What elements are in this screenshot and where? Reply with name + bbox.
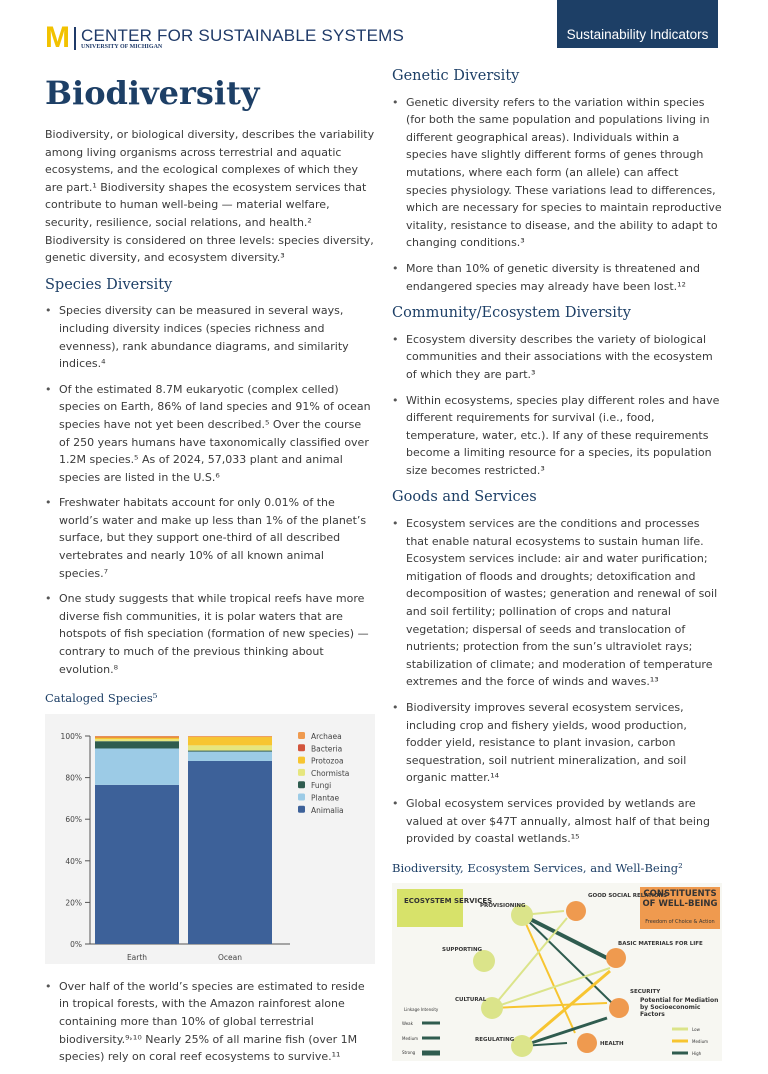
list-item: • Freshwater habitats account for only 0.01% of the world’s water and make up less than 1% of the planet’s surface, but they support one-third of all described vertebrates and nearly 10% of all known animal species.⁷ <box>45 494 375 582</box>
bar-bacteria-earth <box>95 736 179 737</box>
constituents-box: CONSTITUENTS OF WELL-BEING <box>642 889 718 909</box>
community-heading: Community/Ecosystem Diversity <box>392 305 722 323</box>
legend-label: Bacteria <box>311 744 342 753</box>
list-item: • Ecosystem diversity describes the variety of biological communities and their associations with the ecosystem of which they are part.³ <box>392 331 722 384</box>
m-logo-icon: M <box>45 24 70 52</box>
supporting-label: SUPPORTING <box>442 947 483 953</box>
legend-swatch <box>298 732 305 739</box>
list-item: • Within ecosystems, species play different roles and have different requirements for survival (i.e., food, temperature, water, etc.). If any of these requirements become a limiting resource for a species, its population size becomes restricted.³ <box>392 392 722 480</box>
bar-fungi-earth <box>95 741 179 748</box>
x-tick-label: Earth <box>127 953 147 962</box>
list-item: • More than 10% of genetic diversity is threatened and endangered species may already have been lost.¹² <box>392 260 722 295</box>
logo <box>45 24 404 52</box>
bar-animalia-ocean <box>188 761 272 944</box>
med-label: Medium <box>692 1039 708 1044</box>
bar-chormista-earth <box>95 739 179 741</box>
y-tick-label: 100% <box>61 732 82 741</box>
list-item: • Biodiversity improves several ecosystem services, including crop and fishery yields, wood production, fodder yield, resistance to plant invasion, carbon sequestration, soil nutrient mineralization, and soil organic matter.¹⁴ <box>392 699 722 787</box>
ecosystem-diagram <box>392 883 722 1061</box>
security-label: SECURITY <box>630 989 661 995</box>
chart-caption: Cataloged Species⁵ <box>45 690 375 708</box>
bar-animalia-earth <box>95 785 179 944</box>
species-heading: Species Diversity <box>45 277 375 295</box>
bar-protozoa-earth <box>95 737 179 739</box>
list-item: • Genetic diversity refers to the variation within species (for both the same population and populations living in different geographical areas). Individuals within a species have slightly different forms of genes through mutations, where each form (an allele) can affect species physiology. These variations lead to differences, which are necessary for species to maintain reproductive vitality, resistance to disease, and the ability to adapt to changing conditions.³ <box>392 94 722 252</box>
y-tick-label: 0% <box>70 940 82 949</box>
bar-fungi-ocean <box>188 750 272 751</box>
low-label: Low <box>692 1027 701 1032</box>
bar-plantae-ocean <box>188 751 272 760</box>
org-name: CENTER FOR SUSTAINABLE SYSTEMS <box>81 27 404 44</box>
high-label: High <box>692 1051 702 1056</box>
y-tick-label: 60% <box>65 815 82 824</box>
intro-paragraph: Biodiversity, or biological diversity, describes the variability among living organisms across terrestrial and aquatic ecosystems, and the ecological complexes of which they are part.¹ Biodiversity shapes the ecosystem services that contribute to human well-being — material welfare, security, resilience, social relations, and health.² Biodiversity is considered on three levels: species diversity, genetic diversity, and ecosystem diversity.³ <box>45 126 375 267</box>
genetic-heading: Genetic Diversity <box>392 68 722 86</box>
materials-label: BASIC MATERIALS FOR LIFE <box>618 941 703 947</box>
university-name: UNIVERSITY OF MICHIGAN <box>81 44 404 50</box>
strong-label: Strong <box>402 1050 416 1055</box>
legend-label: Chormista <box>311 769 349 778</box>
legend-swatch <box>298 806 305 813</box>
legend-swatch <box>298 756 305 763</box>
bar-archaea-ocean <box>188 736 272 737</box>
list-item: • One study suggests that while tropical reefs have more diverse fish communities, it is polar waters that are hotspots of fish speciation (formation of new species) — contrary to much of the previous thinking about evolution.⁸ <box>45 590 375 678</box>
legend-label: Animalia <box>311 806 344 815</box>
list-item: • Species diversity can be measured in several ways, including diversity indices (species richness and evenness), rank abundance diagrams, and similarity indices.⁴ <box>45 302 375 372</box>
potential-label: Potential for Mediation by Socioeconomic Factors <box>640 997 720 1018</box>
bar-archaea-earth <box>95 736 179 737</box>
y-tick-label: 20% <box>65 898 82 907</box>
goods-heading: Goods and Services <box>392 489 722 507</box>
weak-label: Weak <box>402 1021 414 1026</box>
y-tick-label: 80% <box>65 773 82 782</box>
health-label: HEALTH <box>600 1041 624 1047</box>
legend-swatch <box>298 793 305 800</box>
regulating-label: REGULATING <box>475 1037 515 1043</box>
list-item: • Over half of the world’s species are estimated to reside in tropical forests, with the Amazon rainforest alone containing more than 10% of global terrestrial biodiversity.⁹˒¹⁰ Nearly 25% of all marine fish (over 1M species) rely on coral reef ecosystems to survive.¹¹ <box>45 978 375 1066</box>
y-tick-label: 40% <box>65 857 82 866</box>
legend-label: Protozoa <box>311 756 344 765</box>
constituents-sub: Freedom of Choice & Action <box>645 919 714 925</box>
cataloged-species-chart <box>45 714 375 964</box>
list-item: • Of the estimated 8.7M eukaryotic (complex celled) species on Earth, 86% of land species and 91% of ocean species have not yet been described.⁵ Over the course of 250 years humans have taxonomically classified over 1.2M species.⁵ As of 2024, 57,033 plant and animal species are listed in the U.S.⁶ <box>45 381 375 487</box>
legend-label: Archaea <box>311 732 342 741</box>
medium-label: Medium <box>402 1036 418 1041</box>
bar-protozoa-ocean <box>188 737 272 745</box>
right-column <box>392 68 722 1061</box>
social-label: GOOD SOCIAL RELATIONS <box>588 893 667 899</box>
bar-chormista-ocean <box>188 745 272 750</box>
legend-label: Plantae <box>311 793 339 802</box>
bar-plantae-earth <box>95 748 179 784</box>
provisioning-label: PROVISIONING <box>480 903 526 909</box>
list-item: • Ecosystem services are the conditions and processes that enable natural ecosystems to sustain human life. Ecosystem services include: air and water purification; mitigation of floods and droughts; detoxification and decomposition of wastes; generation and renewal of soil and soil fertility; pollination of crops and natural vegetation; dispersal of seeds and translocation of nutrients; protection from the sun’s ultraviolet rays; stabilization of climate; and moderation of temperature extremes and the force of winds and waves.¹³ <box>392 515 722 691</box>
x-tick-label: Ocean <box>218 953 242 962</box>
legend-swatch <box>298 769 305 776</box>
diagram-caption: Biodiversity, Ecosystem Services, and Well-Being² <box>392 860 722 878</box>
list-item: • Global ecosystem services provided by wetlands are valued at over $47T annually, almost half of that being provided by coastal wetlands.¹⁵ <box>392 795 722 848</box>
services-box: ECOSYSTEM SERVICES <box>404 897 492 905</box>
page-title: Biodiversity <box>45 74 375 112</box>
legend-swatch <box>298 744 305 751</box>
section-banner: Sustainability Indicators <box>557 0 718 48</box>
legend-swatch <box>298 781 305 788</box>
legend-label: Fungi <box>311 781 331 790</box>
cultural-label: CULTURAL <box>455 997 487 1003</box>
left-column <box>45 74 375 1074</box>
linkage-label: Linkage Intensity <box>404 1007 439 1012</box>
